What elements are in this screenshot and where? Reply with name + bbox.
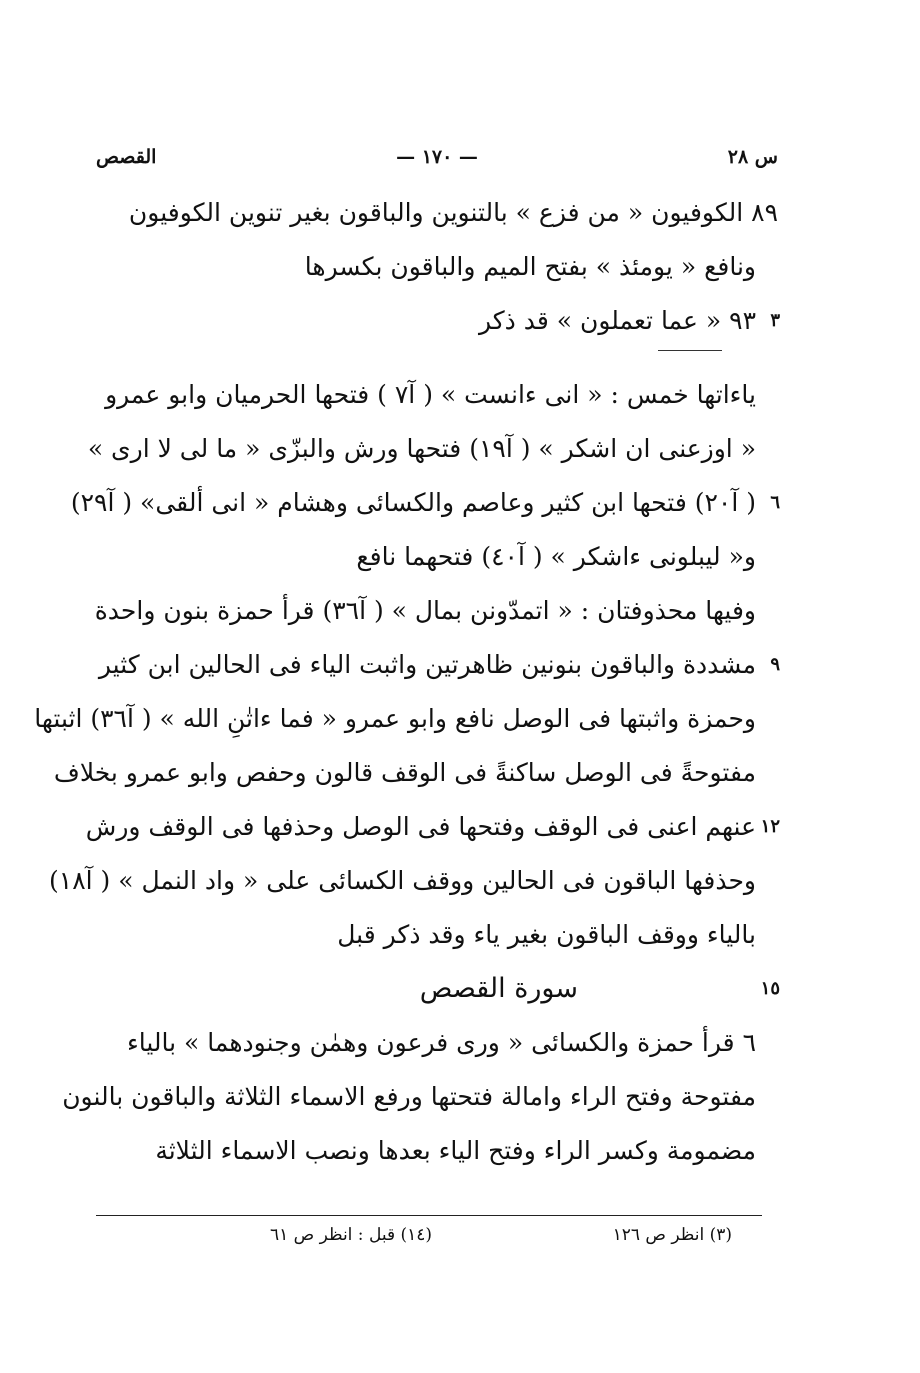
line-text: عنهم اعنى فى الوقف وفتحها فى الوصل وحذفها فى الوقف ورش — [85, 812, 756, 841]
line-text: مضمومة وكسر الراء وفتح الياء بعدها ونصب الاسماء الثلاثة — [155, 1136, 756, 1165]
text-line — [96, 368, 778, 422]
line-text: مشددة والباقون بنونين ظاهرتين واثبت الياء فى الحالين ابن كثير — [98, 650, 756, 679]
line-number: ١٥ — [760, 978, 780, 999]
section-divider — [658, 350, 722, 351]
line-number: ٩ — [770, 654, 780, 675]
text-line — [87, 422, 778, 476]
line-text: ياءاتها خمس : « انى ءانست » ( آ٧ ) فتحها الحرميان وابو عمرو — [105, 380, 756, 409]
footnote-rule — [96, 1215, 762, 1216]
text-line — [85, 800, 780, 854]
text-line — [96, 584, 778, 638]
text-line — [96, 186, 778, 240]
text-line — [96, 908, 778, 962]
text-line — [96, 1016, 778, 1070]
line-text: مفتوحة وفتح الراء وامالة فتحتها ورفع الاسماء الثلاثة والباقون بالنون — [62, 1082, 756, 1111]
line-text: و« ليبلونى ءاشكر » ( آ٤٠) فتحهما نافع — [356, 542, 756, 571]
line-text: ٦ قرأ حمزة والكسائى « ورى فرعون وهمٰن وجنودهما » بالياء — [126, 1028, 756, 1057]
line-text: وحذفها الباقون فى الحالين ووقف الكسائى على « واد النمل » ( آ١٨) — [49, 866, 756, 895]
text-line — [34, 692, 778, 746]
line-number: ٣ — [770, 310, 780, 331]
text-line — [96, 294, 778, 348]
line-text: ٩٣ « عما تعملون » قد ذكر — [478, 306, 756, 335]
line-number: ٦ — [770, 492, 780, 513]
heading-text: سورة القصص — [419, 973, 578, 1004]
footnote: (١٤) قبل : انظر ص ٦١ — [270, 1225, 433, 1245]
surah-title: القصص — [96, 146, 157, 168]
line-text: ونافع « يومئذ » بفتح الميم والباقون بكسرها — [304, 252, 756, 281]
page-number: — ١٧٠ — — [396, 146, 478, 168]
text-line — [49, 854, 778, 908]
line-text: وفيها محذوفتان : « اتمدّونن بمال » ( آ٣٦) قرأ حمزة بنون واحدة — [94, 596, 756, 625]
text-line — [70, 476, 780, 530]
main-text — [34, 186, 780, 1178]
line-text: بالياء ووقف الباقون بغير ياء وقد ذكر قبل — [337, 920, 756, 949]
line-number: ١٢ — [760, 816, 780, 837]
text-line — [96, 530, 778, 584]
line-text: وحمزة واثبتها فى الوصل نافع وابو عمرو « فما ءاتٰنِ الله » ( آ٣٦) اثبتها — [34, 704, 756, 733]
text-line — [96, 1124, 778, 1178]
line-text: « اوزعنى ان اشكر » ( آ١٩) فتحها ورش والبزّى « ما لى لا ارى » — [87, 434, 756, 463]
text-line — [96, 240, 778, 294]
surah-heading — [96, 962, 778, 1016]
line-text: مفتوحةً فى الوصل ساكنةً فى الوقف قالون وحفص وابو عمرو بخلاف — [53, 758, 756, 787]
footnote: (٣) انظر ص ١٢٦ — [612, 1225, 732, 1245]
section-label: س ٢٨ — [727, 146, 778, 168]
text-line — [62, 1070, 778, 1124]
running-head — [96, 146, 778, 176]
line-text: ( آ٢٠) فتحها ابن كثير وعاصم والكسائى وهشام « انى ألقى» ( آ٢٩) — [70, 488, 756, 517]
text-line — [53, 746, 778, 800]
line-text: ٨٩ الكوفيون « من فزع » بالتنوين والباقون بغير تنوين الكوفيون — [128, 198, 778, 227]
text-line — [96, 638, 778, 692]
